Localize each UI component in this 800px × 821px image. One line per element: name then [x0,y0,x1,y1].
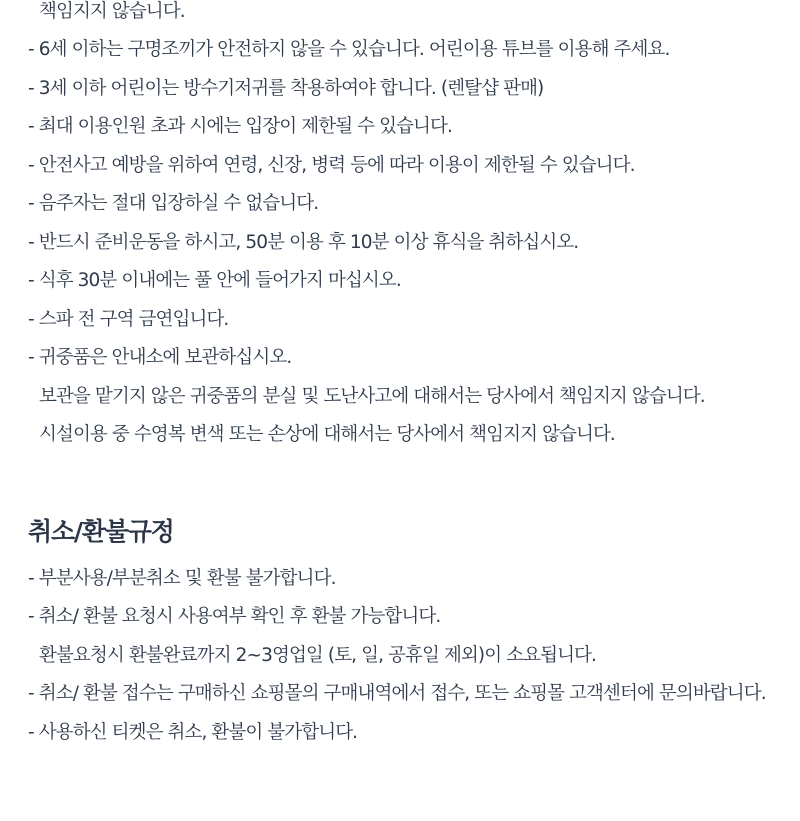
refund-policy-item: - 부분사용/부분취소 및 환불 불가합니다. [28,568,336,589]
usage-note-item: - 귀중품은 안내소에 보관하십시오. [28,347,292,368]
refund-policy-item: - 사용하신 티켓은 취소, 환불이 불가합니다. [28,722,358,743]
usage-note-continuation: 보관을 맡기지 않은 귀중품의 분실 및 도난사고에 대해서는 당사에서 책임지지 않습니다. [39,386,705,407]
usage-note-item: - 스파 전 구역 금연입니다. [28,309,229,330]
usage-note-continuation: 책임지지 않습니다. [39,1,185,22]
refund-policy-continuation: 환불요청시 환불완료까지 2~3영업일 (토, 일, 공휴일 제외)이 소요됩니다. [39,645,597,666]
refund-policy-title: 취소/환불규정 [28,517,174,546]
refund-policy-item: - 취소/ 환불 접수는 구매하신 쇼핑몰의 구매내역에서 접수, 또는 쇼핑몰 고객센터에 문의바랍니다. [28,683,766,704]
usage-note-item: - 최대 이용인원 초과 시에는 입장이 제한될 수 있습니다. [28,116,452,137]
refund-policy-item: - 취소/ 환불 요청시 사용여부 확인 후 환불 가능합니다. [28,606,441,627]
usage-note-item: - 3세 이하 어린이는 방수기저귀를 착용하여야 합니다. (렌탈샵 판매) [28,78,544,99]
usage-note-item: - 음주자는 절대 입장하실 수 없습니다. [28,193,319,214]
usage-note-item: - 6세 이하는 구명조끼가 안전하지 않을 수 있습니다. 어린이용 튜브를 이용해 주세요. [28,39,670,60]
usage-note-item: - 안전사고 예방을 위하여 연령, 신장, 병력 등에 따라 이용이 제한될 수 있습니다. [28,155,635,176]
usage-note-continuation: 시설이용 중 수영복 변색 또는 손상에 대해서는 당사에서 책임지지 않습니다. [39,424,615,445]
usage-note-item: - 식후 30분 이내에는 풀 안에 들어가지 마십시오. [28,270,401,291]
usage-note-item: - 반드시 준비운동을 하시고, 50분 이용 후 10분 이상 휴식을 취하십시오. [28,232,579,253]
